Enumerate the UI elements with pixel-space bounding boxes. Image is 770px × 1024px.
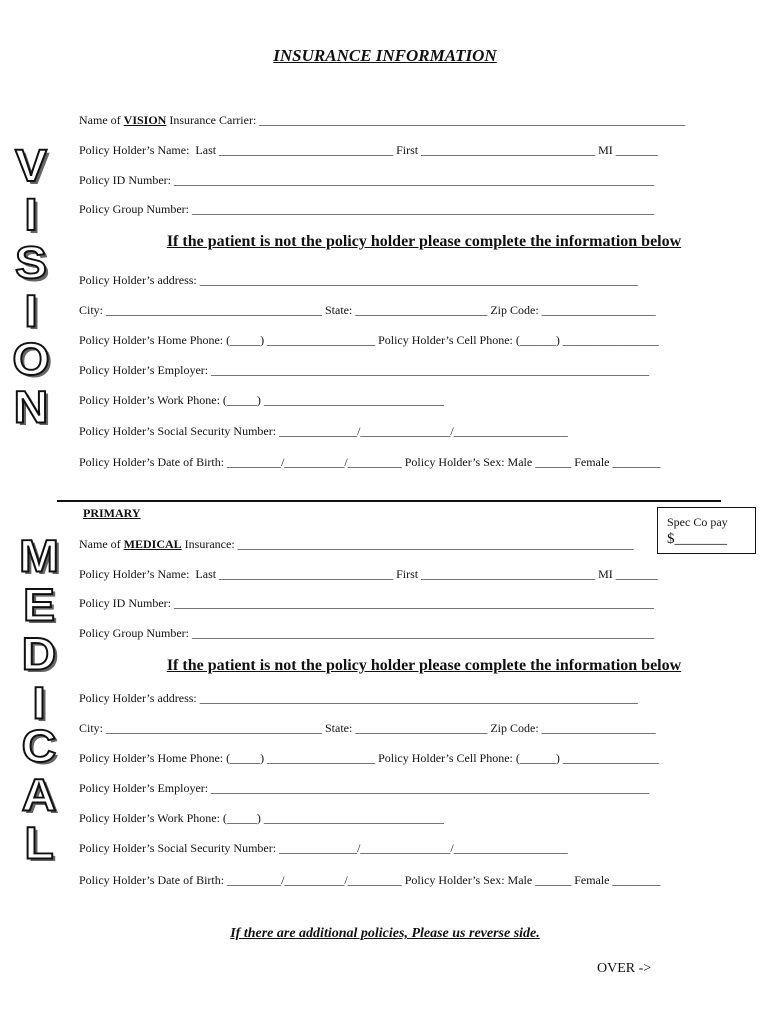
vision-work-phone-field[interactable]: Policy Holder’s Work Phone: (_____) ______________________________ xyxy=(79,393,444,407)
vision-city-state-zip-field[interactable]: City: ____________________________________ State: ______________________ Zip Code: ___________________ xyxy=(79,303,656,317)
vision-letter: O xyxy=(12,334,50,385)
vision-letter: I xyxy=(24,286,38,337)
vision-letter: N xyxy=(13,382,49,433)
vision-policy-id-field[interactable]: Policy ID Number: ________________________________________________________________________________ xyxy=(79,173,654,187)
additional-policies-note: If there are additional policies, Please us reverse side. xyxy=(230,926,540,941)
vision-carrier-suffix: Insurance Carrier: _______________________________________________________________________ xyxy=(166,113,686,127)
vision-letter: V xyxy=(14,141,47,192)
medical-holder-name-field[interactable]: Policy Holder’s Name: Last _____________________________ First _____________________________ MI _______ xyxy=(79,567,658,581)
copay-amount[interactable]: $_______ xyxy=(667,531,727,547)
medical-carrier-prefix: Name of xyxy=(79,537,124,551)
section-divider xyxy=(57,500,721,502)
medical-letter: D xyxy=(21,629,57,680)
medical-city-state-zip-field[interactable]: City: ____________________________________ State: ______________________ Zip Code: ___________________ xyxy=(79,721,656,735)
medical-carrier-field[interactable] xyxy=(79,537,634,551)
medical-notice-heading: If the patient is not the policy holder please complete the information below xyxy=(166,657,682,674)
medical-phones-field[interactable]: Policy Holder’s Home Phone: (_____) __________________ Policy Holder’s Cell Phone: (______) ________________ xyxy=(79,751,659,765)
medical-ssn-field[interactable]: Policy Holder’s Social Security Number: _____________/_______________/___________________ xyxy=(79,841,568,855)
medical-group-number-field[interactable]: Policy Group Number: _____________________________________________________________________________ xyxy=(79,626,654,640)
vision-phones-field[interactable]: Policy Holder’s Home Phone: (_____) __________________ Policy Holder’s Cell Phone: (______) ________________ xyxy=(79,333,659,347)
spec-copay-box[interactable] xyxy=(657,507,756,554)
medical-letter: I xyxy=(32,678,46,729)
primary-label: PRIMARY xyxy=(83,506,141,520)
medical-carrier-suffix: Insurance: __________________________________________________________________ xyxy=(181,537,634,551)
medical-employer-field[interactable]: Policy Holder’s Employer: _________________________________________________________________________ xyxy=(79,781,650,795)
vision-holder-name-field[interactable]: Policy Holder’s Name: Last _____________________________ First _____________________________ MI _______ xyxy=(79,143,658,157)
vision-dob-sex-field[interactable]: Policy Holder’s Date of Birth: _________/__________/_________ Policy Holder’s Sex: Male ______ Female ________ xyxy=(79,455,661,469)
vision-employer-field[interactable]: Policy Holder’s Employer: _________________________________________________________________________ xyxy=(79,363,650,377)
medical-work-phone-field[interactable]: Policy Holder’s Work Phone: (_____) ______________________________ xyxy=(79,811,444,825)
vision-keyword: VISION xyxy=(123,113,167,127)
vision-carrier-prefix: Name of xyxy=(79,113,124,127)
over-indicator: OVER -> xyxy=(597,961,652,976)
page-title: INSURANCE INFORMATION xyxy=(273,46,497,65)
medical-dob-sex-field[interactable]: Policy Holder’s Date of Birth: _________/__________/_________ Policy Holder’s Sex: Male ______ Female ________ xyxy=(79,873,661,887)
medical-letter: M xyxy=(19,531,59,582)
medical-address-field[interactable]: Policy Holder’s address: _________________________________________________________________________ xyxy=(79,691,638,705)
vision-letter: I xyxy=(24,190,38,241)
medical-letter: L xyxy=(24,818,54,869)
medical-keyword: MEDICAL xyxy=(123,537,182,551)
vision-ssn-field[interactable]: Policy Holder’s Social Security Number: _____________/_______________/___________________ xyxy=(79,424,568,438)
vision-letter: S xyxy=(14,238,47,289)
vision-carrier-field[interactable] xyxy=(79,113,685,127)
medical-policy-id-field[interactable]: Policy ID Number: ________________________________________________________________________________ xyxy=(79,596,654,610)
medical-letter: C xyxy=(21,721,57,772)
vision-notice-heading: If the patient is not the policy holder please complete the information below xyxy=(166,233,682,250)
medical-letter: A xyxy=(21,770,57,821)
medical-letter: E xyxy=(22,580,55,631)
copay-label: Spec Co pay xyxy=(667,515,728,529)
vision-address-field[interactable]: Policy Holder’s address: _________________________________________________________________________ xyxy=(79,273,638,287)
vision-group-number-field[interactable]: Policy Group Number: _____________________________________________________________________________ xyxy=(79,202,654,216)
